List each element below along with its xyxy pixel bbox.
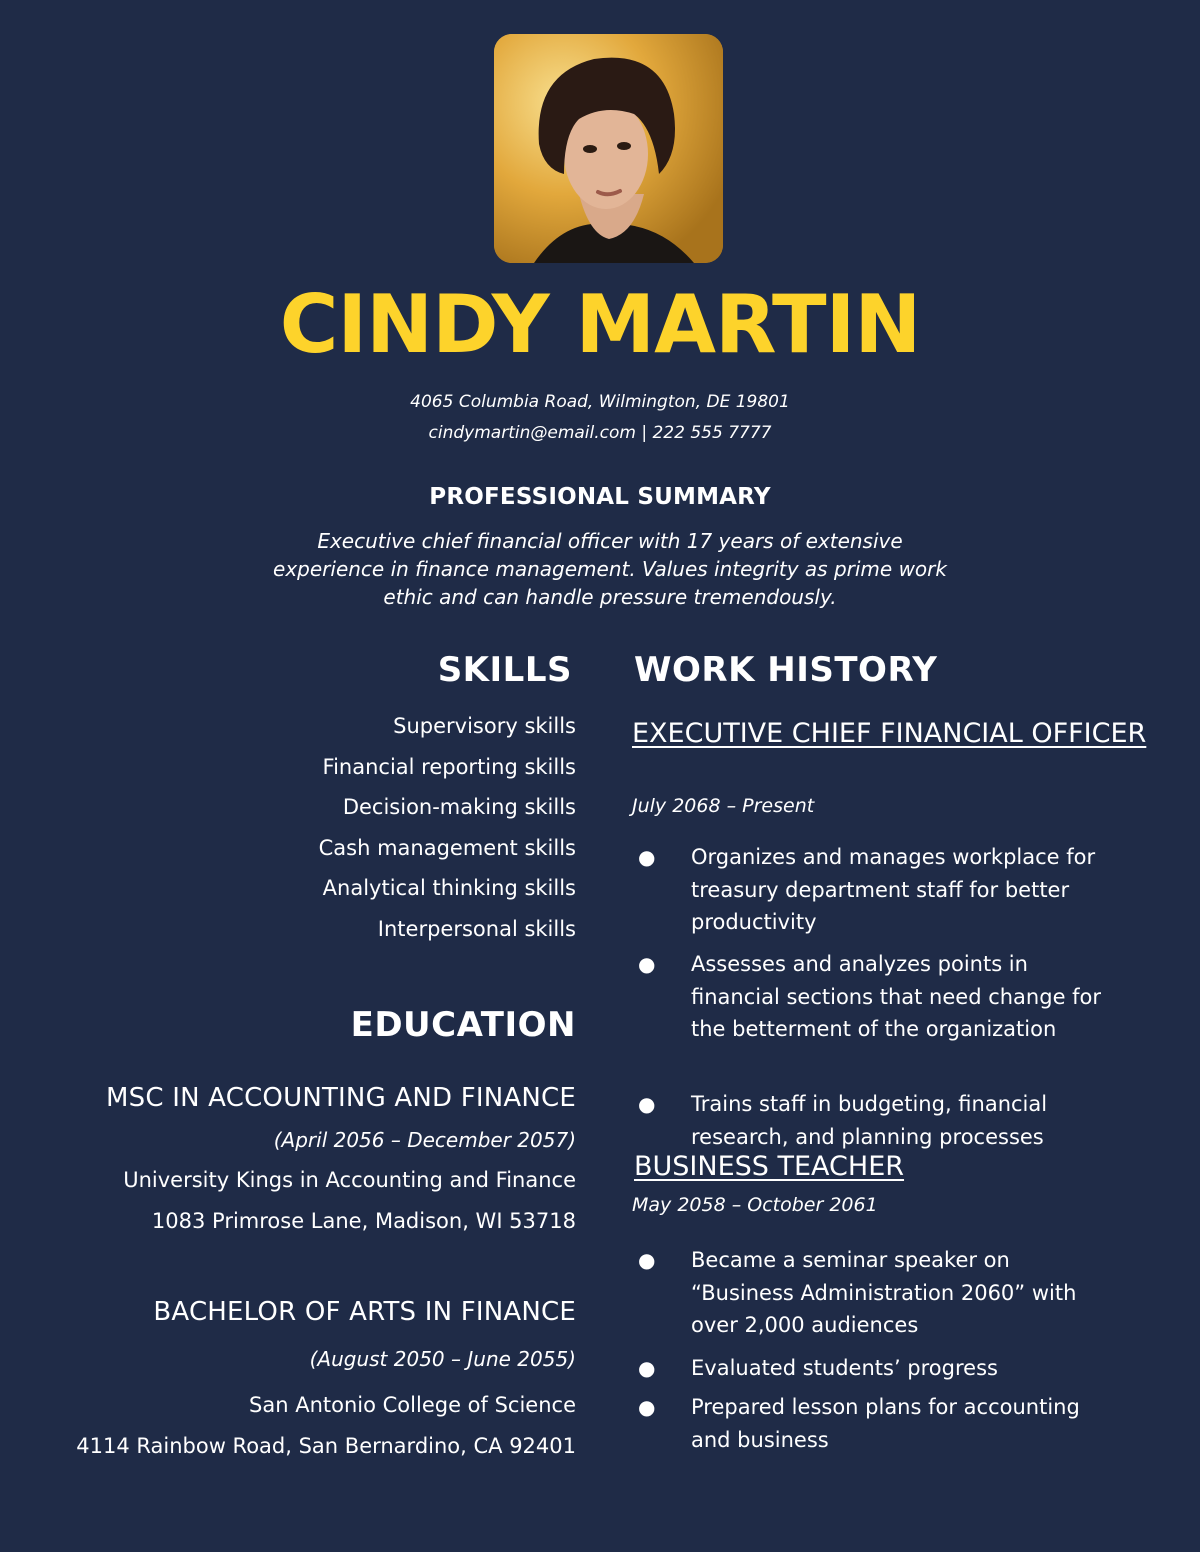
address-line: 4065 Columbia Road, Wilmington, DE 19801: [410, 392, 790, 412]
bullet-text: Assesses and analyzes points in financial sections that need change for the betterment of the organization: [691, 952, 1102, 1041]
bullet-icon: ●: [638, 1248, 656, 1272]
portrait-illustration: [494, 34, 723, 263]
work-history-section: [632, 650, 1172, 1470]
bullet-icon: ●: [638, 1356, 656, 1380]
skill-item: Supervisory skills: [393, 714, 576, 738]
degree-title: MSC IN ACCOUNTING AND FINANCE: [106, 1083, 576, 1113]
job-bullet: [632, 1244, 1102, 1342]
bullet-icon: ●: [638, 952, 656, 976]
job-dates: May 2058 – October 2061: [632, 1194, 878, 1216]
bullet-icon: ●: [638, 845, 656, 869]
skill-item: Decision-making skills: [342, 795, 576, 819]
skill-item: Interpersonal skills: [377, 917, 576, 941]
education-heading: EDUCATION: [350, 1005, 576, 1045]
education-section: [60, 1005, 576, 1475]
bullet-text: Evaluated students’ progress: [691, 1356, 998, 1380]
skill-item: Analytical thinking skills: [322, 876, 576, 900]
bullet-text: Organizes and manages workplace for treasury department staff for better productivity: [691, 845, 1096, 934]
degree-title: BACHELOR OF ARTS IN FINANCE: [153, 1297, 576, 1327]
job-bullet: [632, 1391, 1102, 1457]
skills-section: [60, 650, 576, 950]
summary-text: Executive chief financial officer with 17 years of extensive experience in finance management. Values integrity as prime work ethic and can handle pressure tremendously.: [273, 529, 947, 609]
job-title: EXECUTIVE CHIEF FINANCIAL OFFICER: [632, 718, 1147, 749]
school-address: 4114 Rainbow Road, San Bernardino, CA 92401: [76, 1434, 576, 1458]
bullet-icon: ●: [638, 1092, 656, 1116]
bullet-text: Prepared lesson plans for accounting and business: [691, 1395, 1080, 1452]
summary-heading: PROFESSIONAL SUMMARY: [429, 484, 771, 510]
bullet-icon: ●: [638, 1395, 656, 1419]
degree-dates: (April 2056 – December 2057): [273, 1128, 576, 1152]
school-name: San Antonio College of Science: [249, 1393, 576, 1417]
bullet-text: Became a seminar speaker on “Business Administration 2060” with over 2,000 audiences: [691, 1248, 1077, 1337]
degree-dates: (August 2050 – June 2055): [309, 1347, 576, 1371]
school-address: 1083 Primrose Lane, Madison, WI 53718: [151, 1209, 576, 1233]
job-bullet: [632, 948, 1102, 1078]
school-name: University Kings in Accounting and Finance: [123, 1168, 576, 1192]
bullet-text: Trains staff in budgeting, financial research, and planning processes: [691, 1092, 1048, 1149]
skill-item: Financial reporting skills: [322, 755, 576, 779]
skill-item: Cash management skills: [318, 836, 576, 860]
job-dates: July 2068 – Present: [632, 795, 815, 817]
job-title: BUSINESS TEACHER: [634, 1151, 905, 1182]
job-bullet: [632, 1352, 1102, 1386]
candidate-name: CINDY MARTIN: [279, 278, 921, 371]
email-phone-line: cindymartin@email.com | 222 555 7777: [428, 423, 772, 443]
job-bullet: [632, 841, 1102, 939]
work-history-heading: WORK HISTORY: [634, 650, 938, 690]
profile-photo: [494, 34, 723, 263]
skills-heading: SKILLS: [437, 650, 572, 690]
job-bullet: [632, 1088, 1102, 1154]
